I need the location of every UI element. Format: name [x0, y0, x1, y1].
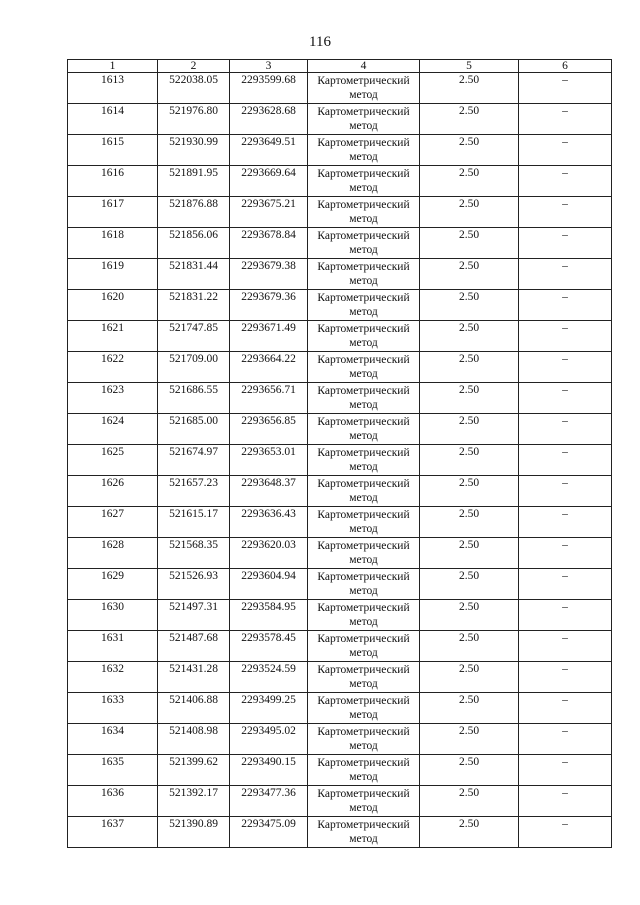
x-coordinate-cell: 521526.93	[158, 569, 230, 600]
table-row	[68, 383, 612, 414]
y-coordinate-cell: 2293499.25	[230, 693, 308, 724]
table-row	[68, 135, 612, 166]
point-number-cell: 1622	[68, 352, 158, 383]
y-coordinate-cell: 2293679.38	[230, 259, 308, 290]
table-row	[68, 321, 612, 352]
method-cell: Картометрический метод	[308, 724, 420, 755]
column-header: 1	[68, 60, 158, 73]
accuracy-cell: 2.50	[420, 414, 519, 445]
method-cell: Картометрический метод	[308, 104, 420, 135]
y-coordinate-cell: 2293604.94	[230, 569, 308, 600]
note-cell: –	[519, 73, 612, 104]
point-number-cell: 1613	[68, 73, 158, 104]
y-coordinate-cell: 2293495.02	[230, 724, 308, 755]
accuracy-cell: 2.50	[420, 321, 519, 352]
accuracy-cell: 2.50	[420, 507, 519, 538]
method-cell: Картометрический метод	[308, 352, 420, 383]
table-row	[68, 290, 612, 321]
accuracy-cell: 2.50	[420, 631, 519, 662]
note-cell: –	[519, 104, 612, 135]
x-coordinate-cell: 521709.00	[158, 352, 230, 383]
y-coordinate-cell: 2293578.45	[230, 631, 308, 662]
point-number-cell: 1618	[68, 228, 158, 259]
note-cell: –	[519, 600, 612, 631]
table-header-row	[68, 60, 612, 73]
x-coordinate-cell: 521976.80	[158, 104, 230, 135]
table-row	[68, 197, 612, 228]
accuracy-cell: 2.50	[420, 817, 519, 848]
point-number-cell: 1635	[68, 755, 158, 786]
accuracy-cell: 2.50	[420, 352, 519, 383]
point-number-cell: 1619	[68, 259, 158, 290]
method-cell: Картометрический метод	[308, 290, 420, 321]
table-row	[68, 693, 612, 724]
method-cell: Картометрический метод	[308, 228, 420, 259]
note-cell: –	[519, 631, 612, 662]
accuracy-cell: 2.50	[420, 600, 519, 631]
x-coordinate-cell: 521390.89	[158, 817, 230, 848]
note-cell: –	[519, 569, 612, 600]
point-number-cell: 1634	[68, 724, 158, 755]
point-number-cell: 1620	[68, 290, 158, 321]
method-cell: Картометрический метод	[308, 135, 420, 166]
table-row	[68, 538, 612, 569]
x-coordinate-cell: 521674.97	[158, 445, 230, 476]
note-cell: –	[519, 786, 612, 817]
point-number-cell: 1628	[68, 538, 158, 569]
y-coordinate-cell: 2293599.68	[230, 73, 308, 104]
point-number-cell: 1626	[68, 476, 158, 507]
point-number-cell: 1636	[68, 786, 158, 817]
table-row	[68, 631, 612, 662]
method-cell: Картометрический метод	[308, 569, 420, 600]
accuracy-cell: 2.50	[420, 538, 519, 569]
y-coordinate-cell: 2293490.15	[230, 755, 308, 786]
table-row	[68, 104, 612, 135]
note-cell: –	[519, 228, 612, 259]
method-cell: Картометрический метод	[308, 321, 420, 352]
y-coordinate-cell: 2293675.21	[230, 197, 308, 228]
table-row	[68, 600, 612, 631]
x-coordinate-cell: 521831.44	[158, 259, 230, 290]
table-row	[68, 73, 612, 104]
column-header: 3	[230, 60, 308, 73]
point-number-cell: 1614	[68, 104, 158, 135]
x-coordinate-cell: 521876.88	[158, 197, 230, 228]
accuracy-cell: 2.50	[420, 290, 519, 321]
y-coordinate-cell: 2293679.36	[230, 290, 308, 321]
method-cell: Картометрический метод	[308, 197, 420, 228]
y-coordinate-cell: 2293475.09	[230, 817, 308, 848]
y-coordinate-cell: 2293671.49	[230, 321, 308, 352]
y-coordinate-cell: 2293648.37	[230, 476, 308, 507]
accuracy-cell: 2.50	[420, 73, 519, 104]
note-cell: –	[519, 538, 612, 569]
point-number-cell: 1627	[68, 507, 158, 538]
x-coordinate-cell: 521891.95	[158, 166, 230, 197]
point-number-cell: 1624	[68, 414, 158, 445]
accuracy-cell: 2.50	[420, 786, 519, 817]
table-row	[68, 166, 612, 197]
note-cell: –	[519, 352, 612, 383]
table-row	[68, 507, 612, 538]
point-number-cell: 1630	[68, 600, 158, 631]
accuracy-cell: 2.50	[420, 476, 519, 507]
point-number-cell: 1625	[68, 445, 158, 476]
method-cell: Картометрический метод	[308, 166, 420, 197]
y-coordinate-cell: 2293524.59	[230, 662, 308, 693]
accuracy-cell: 2.50	[420, 228, 519, 259]
column-header: 6	[519, 60, 612, 73]
table-row	[68, 755, 612, 786]
accuracy-cell: 2.50	[420, 104, 519, 135]
note-cell: –	[519, 259, 612, 290]
y-coordinate-cell: 2293584.95	[230, 600, 308, 631]
y-coordinate-cell: 2293678.84	[230, 228, 308, 259]
point-number-cell: 1617	[68, 197, 158, 228]
accuracy-cell: 2.50	[420, 724, 519, 755]
method-cell: Картометрический метод	[308, 755, 420, 786]
table-row	[68, 414, 612, 445]
column-header: 5	[420, 60, 519, 73]
method-cell: Картометрический метод	[308, 662, 420, 693]
x-coordinate-cell: 521487.68	[158, 631, 230, 662]
y-coordinate-cell: 2293653.01	[230, 445, 308, 476]
accuracy-cell: 2.50	[420, 755, 519, 786]
column-header: 4	[308, 60, 420, 73]
note-cell: –	[519, 724, 612, 755]
x-coordinate-cell: 521431.28	[158, 662, 230, 693]
x-coordinate-cell: 521392.17	[158, 786, 230, 817]
accuracy-cell: 2.50	[420, 445, 519, 476]
method-cell: Картометрический метод	[308, 383, 420, 414]
point-number-cell: 1615	[68, 135, 158, 166]
x-coordinate-cell: 521657.23	[158, 476, 230, 507]
note-cell: –	[519, 445, 612, 476]
table-row	[68, 786, 612, 817]
note-cell: –	[519, 817, 612, 848]
x-coordinate-cell: 521497.31	[158, 600, 230, 631]
note-cell: –	[519, 197, 612, 228]
note-cell: –	[519, 290, 612, 321]
table-row	[68, 352, 612, 383]
page-number: 116	[309, 34, 331, 50]
y-coordinate-cell: 2293669.64	[230, 166, 308, 197]
table-row	[68, 569, 612, 600]
point-number-cell: 1632	[68, 662, 158, 693]
table-row	[68, 724, 612, 755]
note-cell: –	[519, 476, 612, 507]
x-coordinate-cell: 521615.17	[158, 507, 230, 538]
method-cell: Картометрический метод	[308, 631, 420, 662]
y-coordinate-cell: 2293620.03	[230, 538, 308, 569]
note-cell: –	[519, 662, 612, 693]
x-coordinate-cell: 521930.99	[158, 135, 230, 166]
method-cell: Картометрический метод	[308, 445, 420, 476]
x-coordinate-cell: 521747.85	[158, 321, 230, 352]
x-coordinate-cell: 521568.35	[158, 538, 230, 569]
note-cell: –	[519, 321, 612, 352]
x-coordinate-cell: 521399.62	[158, 755, 230, 786]
x-coordinate-cell: 521856.06	[158, 228, 230, 259]
x-coordinate-cell: 521408.98	[158, 724, 230, 755]
table-row	[68, 662, 612, 693]
method-cell: Картометрический метод	[308, 786, 420, 817]
accuracy-cell: 2.50	[420, 569, 519, 600]
point-number-cell: 1616	[68, 166, 158, 197]
x-coordinate-cell: 522038.05	[158, 73, 230, 104]
table-row	[68, 228, 612, 259]
point-number-cell: 1621	[68, 321, 158, 352]
point-number-cell: 1637	[68, 817, 158, 848]
method-cell: Картометрический метод	[308, 259, 420, 290]
note-cell: –	[519, 507, 612, 538]
method-cell: Картометрический метод	[308, 476, 420, 507]
note-cell: –	[519, 383, 612, 414]
x-coordinate-cell: 521686.55	[158, 383, 230, 414]
accuracy-cell: 2.50	[420, 383, 519, 414]
x-coordinate-cell: 521406.88	[158, 693, 230, 724]
point-number-cell: 1633	[68, 693, 158, 724]
y-coordinate-cell: 2293656.85	[230, 414, 308, 445]
method-cell: Картометрический метод	[308, 693, 420, 724]
table-row	[68, 476, 612, 507]
accuracy-cell: 2.50	[420, 135, 519, 166]
note-cell: –	[519, 755, 612, 786]
x-coordinate-cell: 521831.22	[158, 290, 230, 321]
x-coordinate-cell: 521685.00	[158, 414, 230, 445]
method-cell: Картометрический метод	[308, 538, 420, 569]
y-coordinate-cell: 2293477.36	[230, 786, 308, 817]
note-cell: –	[519, 135, 612, 166]
method-cell: Картометрический метод	[308, 73, 420, 104]
y-coordinate-cell: 2293628.68	[230, 104, 308, 135]
coordinates-table	[67, 59, 612, 848]
table-row	[68, 817, 612, 848]
y-coordinate-cell: 2293636.43	[230, 507, 308, 538]
note-cell: –	[519, 693, 612, 724]
table-row	[68, 445, 612, 476]
method-cell: Картометрический метод	[308, 600, 420, 631]
point-number-cell: 1623	[68, 383, 158, 414]
y-coordinate-cell: 2293664.22	[230, 352, 308, 383]
accuracy-cell: 2.50	[420, 166, 519, 197]
point-number-cell: 1631	[68, 631, 158, 662]
accuracy-cell: 2.50	[420, 197, 519, 228]
y-coordinate-cell: 2293649.51	[230, 135, 308, 166]
accuracy-cell: 2.50	[420, 662, 519, 693]
accuracy-cell: 2.50	[420, 693, 519, 724]
note-cell: –	[519, 414, 612, 445]
column-header: 2	[158, 60, 230, 73]
y-coordinate-cell: 2293656.71	[230, 383, 308, 414]
method-cell: Картометрический метод	[308, 507, 420, 538]
table-row	[68, 259, 612, 290]
accuracy-cell: 2.50	[420, 259, 519, 290]
method-cell: Картометрический метод	[308, 817, 420, 848]
method-cell: Картометрический метод	[308, 414, 420, 445]
point-number-cell: 1629	[68, 569, 158, 600]
note-cell: –	[519, 166, 612, 197]
